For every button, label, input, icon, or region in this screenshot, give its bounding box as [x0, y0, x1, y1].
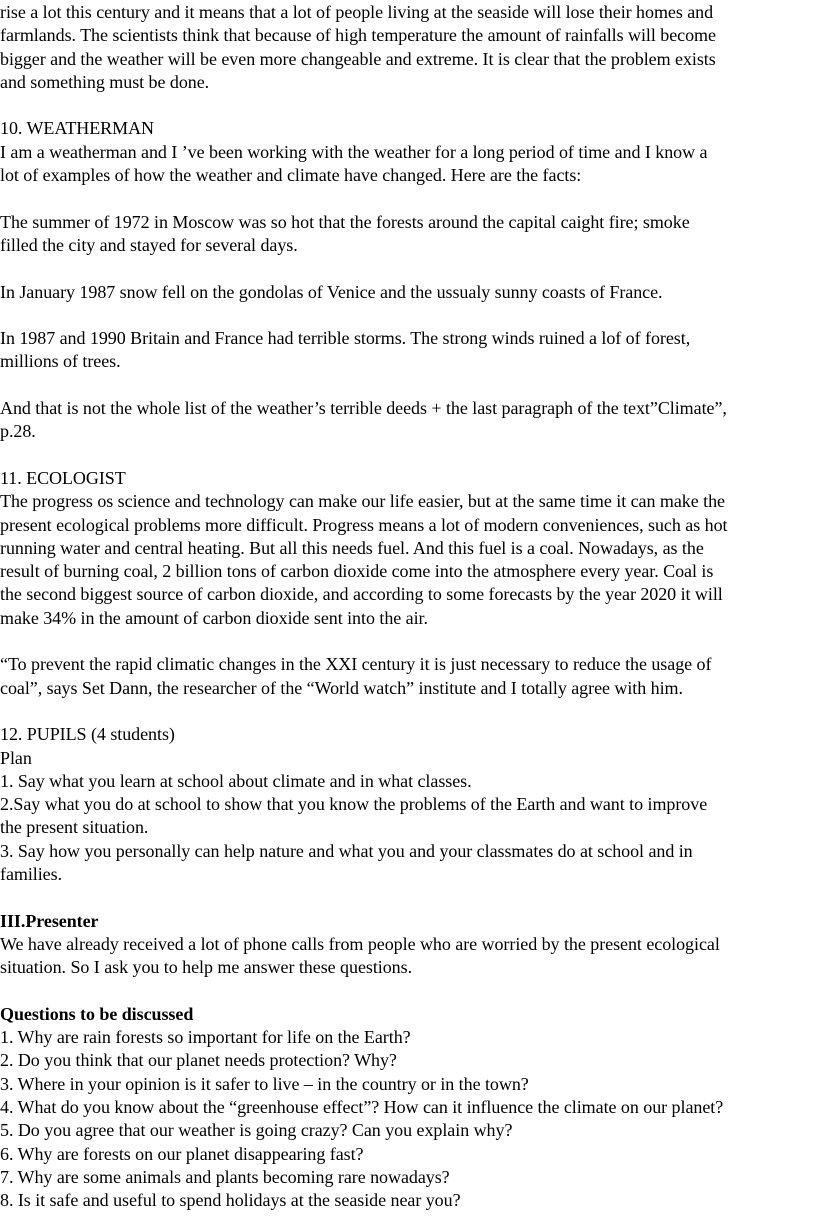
text-line: We have already received a lot of phone calls from people who are worried by the present ecological: [0, 933, 720, 954]
question-item: 3. Where in your opinion is it safer to live – in the country or in the town?: [0, 1073, 529, 1094]
question-item: 5. Do you agree that our weather is going crazy? Can you explain why?: [0, 1120, 513, 1141]
intro-paragraph: [0, 1, 816, 94]
text-line: filled the city and stayed for several days.: [0, 234, 298, 255]
spacer: [0, 257, 816, 280]
section-heading: 11. ECOLOGIST: [0, 467, 126, 488]
text-line: In 1987 and 1990 Britain and France had terrible storms. The strong winds ruined a lof of forest,: [0, 328, 691, 349]
text-line: bigger and the weather will be even more changeable and extreme. It is clear that the problem exists: [0, 48, 716, 69]
text-line: rise a lot this century and it means that a lot of people living at the seaside will lose their homes and: [0, 2, 714, 22]
section-heading: 12. PUPILS (4 students): [0, 724, 175, 745]
spacer: [0, 979, 816, 1002]
spacer: [0, 94, 816, 117]
text-line: “To prevent the rapid climatic changes in the XXI century it is just necessary to reduce the usage of: [0, 654, 712, 675]
question-item: 2. Do you think that our planet needs protection? Why?: [0, 1050, 397, 1071]
section-questions: [0, 1003, 816, 1213]
plan-item: families.: [0, 863, 63, 884]
question-item: 8. Is it safe and useful to spend holidays at the seaside near you?: [0, 1190, 461, 1211]
question-item: 1. Why are rain forests so important for life on the Earth?: [0, 1027, 411, 1048]
section-presenter: [0, 910, 816, 980]
text-line: The summer of 1972 in Moscow was so hot that the forests around the capital caight fire; smoke: [0, 211, 690, 232]
section-pupils: [0, 723, 816, 886]
text-line: make 34% in the amount of carbon dioxide sent into the air.: [0, 607, 428, 628]
spacer: [0, 187, 816, 210]
section-heading: III.Presenter: [0, 910, 99, 931]
section-weatherman: [0, 117, 816, 443]
text-line: lot of examples of how the weather and climate have changed. Here are the facts:: [0, 165, 582, 186]
plan-label: Plan: [0, 747, 32, 768]
plan-item: 3. Say how you personally can help nature and what you and your classmates do at school and in: [0, 840, 693, 861]
section-heading: Questions to be discussed: [0, 1003, 194, 1024]
plan-item: 1. Say what you learn at school about climate and in what classes.: [0, 770, 472, 791]
text-line: farmlands. The scientists think that because of high temperature the amount of rainfalls will become: [0, 25, 716, 46]
text-line: the second biggest source of carbon dioxide, and according to some forecasts by the year 2020 it will: [0, 584, 723, 605]
spacer: [0, 630, 816, 653]
text-line: present ecological problems more difficult. Progress means a lot of modern conveniences, such as hot: [0, 514, 728, 535]
question-item: 7. Why are some animals and plants becoming rare nowadays?: [0, 1166, 450, 1187]
text-line: And that is not the whole list of the weather’s terrible deeds + the last paragraph of the text”Climate”,: [0, 398, 727, 419]
section-heading: 10. WEATHERMAN: [0, 118, 154, 139]
text-line: coal”, says Set Dann, the researcher of the “World watch” institute and I totally agree with him.: [0, 677, 683, 698]
section-ecologist: [0, 467, 816, 700]
spacer: [0, 374, 816, 397]
text-line: I am a weatherman and I ’ve been working with the weather for a long period of time and I know a: [0, 141, 708, 162]
plan-item: the present situation.: [0, 817, 149, 838]
text-line: situation. So I ask you to help me answer these questions.: [0, 957, 413, 978]
plan-item: 2.Say what you do at school to show that you know the problems of the Earth and want to improve: [0, 794, 708, 815]
question-item: 6. Why are forests on our planet disappearing fast?: [0, 1143, 364, 1164]
text-line: In January 1987 snow fell on the gondolas of Venice and the ussualy sunny coasts of France.: [0, 281, 663, 302]
question-item: 4. What do you know about the “greenhouse effect”? How can it influence the climate on our planet?: [0, 1096, 724, 1117]
spacer: [0, 304, 816, 327]
spacer: [0, 444, 816, 467]
text-line: result of burning coal, 2 billion tons of carbon dioxide come into the atmosphere every year. Coal is: [0, 561, 714, 582]
spacer: [0, 886, 816, 909]
text-line: and something must be done.: [0, 71, 210, 92]
text-line: running water and central heating. But all this needs fuel. And this fuel is a coal. Nowadays, as the: [0, 537, 704, 558]
spacer: [0, 700, 816, 723]
text-line: The progress os science and technology can make our life easier, but at the same time it can make the: [0, 491, 725, 512]
text-line: millions of trees.: [0, 351, 121, 372]
text-line: p.28.: [0, 421, 36, 442]
